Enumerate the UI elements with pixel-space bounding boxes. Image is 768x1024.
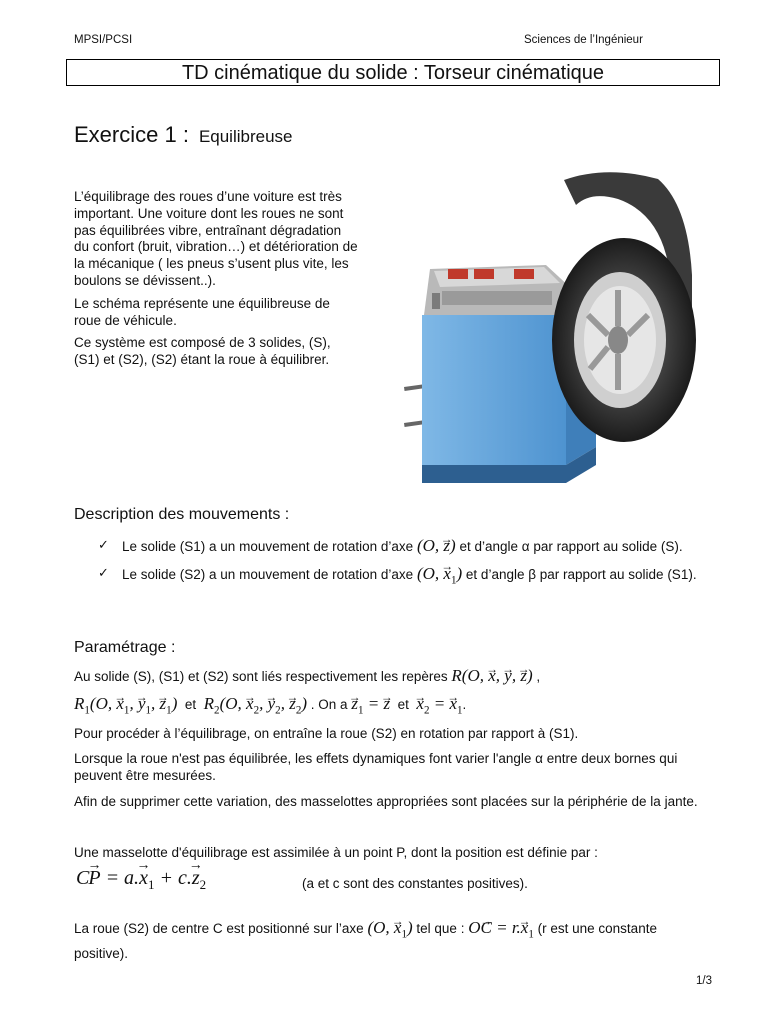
exercise-subtitle: Equilibreuse [198,127,293,146]
page-number: 1/3 [696,975,712,987]
param-p3: Afin de supprimer cette variation, des masselottes appropriées sont placées sur la périphérie de la jante. [74,794,698,809]
movement-item-1: ✓ Le solide (S1) a un mouvement de rotation d’axe (O, → z) et d’angle α par rapport au solide (S). [98,538,702,556]
frame-R1: $R_1(O$, → $x_1$, → $y_1$, → $z_1$) [74,694,177,713]
frame-R2: $R_2(O$, → $x_2$, → $y_2$, → $z_2$) [204,694,307,713]
param-p5: La roue (S2) de centre C est positionné sur l’axe (O, → $x_1$) tel que : $O\to C = r.\to x_1$ (r est une constante positive). [74,918,714,964]
param-frames: Au solide (S), (S1) et (S2) sont liés respectivement les repères R(O, → x, → y, → z) , [74,668,704,686]
eq-OC: $O\to C = r.\to x_1$ [468,918,534,937]
eq-x2-x1: → $x_2$ = → $x_1$ [416,694,462,713]
intro-paragraph-1: L’équilibrage des roues d’une voiture est très important. Une voiture dont les roues ne sont pas équilibrées vibre, entraînant dégradation du confort (bruit, vibration…) et détérioration de la mécanique ( les pneus s’usent plus vite, les boulons se dévissent..). [74,189,358,288]
header-right: Sciences de l’Ingénieur [524,34,643,46]
eq-z1-z: → $z_1$ = → z [351,694,390,713]
param-heading: Paramétrage : [74,639,176,656]
axis-O-z: (O, → z) [417,536,456,555]
wheel-balancer-image [396,165,712,497]
intro-text [74,189,358,369]
param-p4-note: (a et c sont des constantes positives). [302,876,528,891]
exercise-heading [74,122,293,148]
movements-list [98,538,702,599]
param-p1: Pour procéder à l’équilibrage, on entraîne la roue (S2) en rotation par rapport à (S1). [74,726,579,741]
frame-R: R(O, → x, → y, → z) [451,666,532,685]
param-p4: Une masselotte d'équilibrage est assimilée à un point P, dont la position est définie par : [74,845,598,860]
axis-O-x1: (O, → $x_1$) [417,564,462,583]
param-p2: Lorsque la roue n'est pas équilibrée, les effets dynamiques font varier l'angle α entre deux bornes qui peuvent être mesurées. [74,751,678,783]
eq-CP: $C\to P = a.\to x_1 + c.\to z_2$ [76,867,206,893]
intro-paragraph-3: Ce système est composé de 3 solides, (S), (S1) et (S2), (S2) étant la roue à équilibrer. [74,335,331,368]
document-title: TD cinématique du solide : Torseur cinématique [66,59,720,86]
movement-item-2: ✓ Le solide (S2) a un mouvement de rotation d’axe (O, → $x_1$) et d’angle β par rapport au solide (S1). [98,566,702,589]
movements-heading: Description des mouvements : [74,506,290,523]
exercise-label: Exercice 1 : [74,122,189,147]
param-frames-2: $R_1(O$, → $x_1$, → $y_1$, → $z_1$) et $R_2(O$, → $x_2$, → $y_2$, → $z_2$) . On $a \to z_1$ = → z et → $x_2$ = → $x_1$. [74,696,704,719]
intro-paragraph-2: Le schéma représente une équilibreuse de roue de véhicule. [74,295,330,328]
header-left: MPSI/PCSI [74,34,133,46]
axis-O-x1-b: (O, → $x_1$) [367,918,412,937]
